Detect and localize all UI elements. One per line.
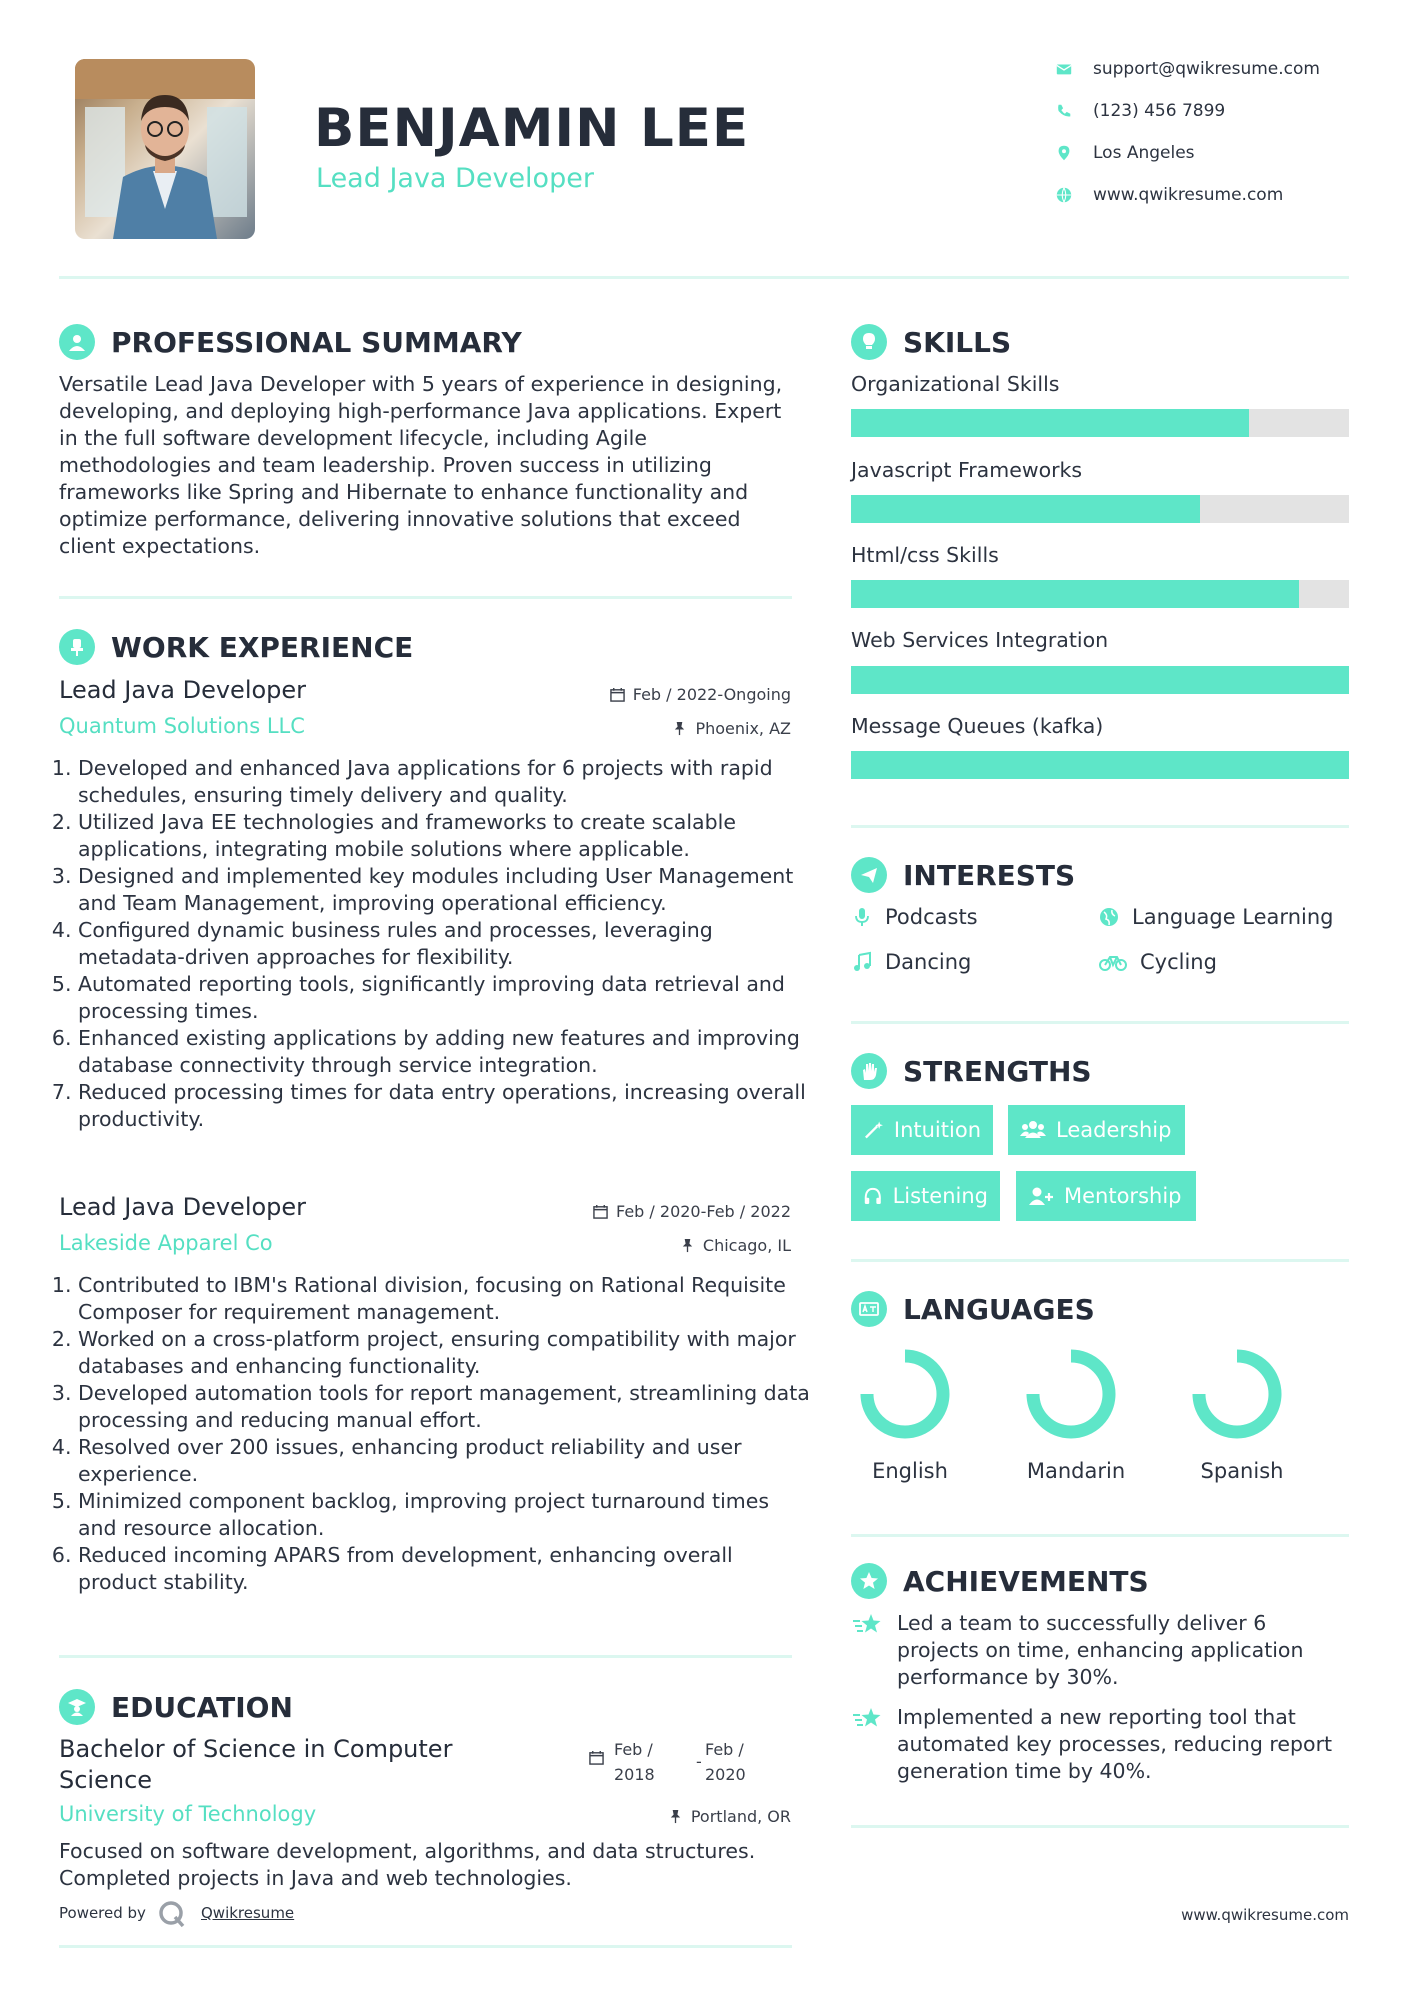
education-location-text: Portland, OR: [690, 1807, 791, 1826]
degree-line-2: Science: [59, 1766, 153, 1794]
star-badge-icon: [851, 1563, 887, 1599]
list-item: 2. Utilized Java EE technologies and frameworks to create scalable applications, integrating mobile solutions where applicable.: [78, 809, 813, 863]
list-item: 7. Reduced processing times for data entry operations, increasing overall productivity.: [78, 1079, 813, 1133]
languages-heading: [851, 1291, 1095, 1327]
skill-bar: [851, 495, 1349, 523]
education-school: University of Technology: [59, 1802, 317, 1826]
summary-divider: [59, 596, 792, 599]
person-portrait-icon: [75, 59, 255, 239]
globe-icon: [1055, 186, 1073, 204]
education-heading: [59, 1689, 293, 1725]
language-label: Spanish: [1200, 1459, 1284, 1483]
footer-site[interactable]: www.qwikresume.com: [1181, 1906, 1349, 1924]
interest-label: Dancing: [885, 950, 972, 974]
strength-chip-leadership: [1008, 1105, 1185, 1155]
achievement-item: Led a team to successfully deliver 6 projects on time, enhancing application performance by 30%.: [897, 1611, 1304, 1689]
list-item: 3. Developed automation tools for report management, streamlining data processing and reducing manual effort.: [78, 1380, 813, 1434]
end-date-year: 2020: [705, 1765, 746, 1784]
calendar-icon: [593, 1204, 608, 1219]
achievements-heading-text: ACHIEVEMENTS: [903, 1564, 1149, 1598]
interest-dancing: [851, 950, 971, 974]
interests-heading: [851, 857, 1075, 893]
summary-heading: [59, 324, 522, 360]
interest-cycling: [1098, 950, 1217, 974]
skills-divider: [851, 825, 1349, 828]
job-1-location: [672, 719, 791, 738]
skill-label: Html/css Skills: [851, 543, 999, 567]
list-item: 5. Minimized component backlog, improving project turnaround times and resource allocation.: [78, 1488, 813, 1542]
interest-language-learning: [1098, 905, 1333, 929]
powered-by-label: Powered by: [59, 1904, 146, 1922]
degree-line-1: Bachelor of Science in Computer: [59, 1735, 453, 1763]
contact-location: [1055, 143, 1195, 163]
list-item: 3. Designed and implemented key modules including User Management and Team Management, improving operational efficiency.: [78, 863, 813, 917]
language-gauge: [1023, 1346, 1119, 1442]
language-label: English: [872, 1459, 948, 1483]
interest-label: Podcasts: [885, 905, 978, 929]
start-date-month: Feb /: [614, 1740, 653, 1759]
user-plus-icon: [1028, 1185, 1054, 1207]
languages-divider: [851, 1534, 1349, 1537]
job-2-location-text: Chicago, IL: [702, 1236, 791, 1255]
skill-bar-fill: [851, 495, 1200, 523]
skills-heading-text: SKILLS: [903, 325, 1012, 359]
pushpin-icon: [672, 721, 687, 736]
education-end-date: [705, 1737, 746, 1787]
experience-heading-text: WORK EXPERIENCE: [111, 630, 414, 664]
skill-bar: [851, 580, 1349, 608]
skill-bar-fill: [851, 666, 1349, 694]
start-date-year: 2018: [614, 1765, 655, 1784]
candidate-name: BENJAMIN LEE: [314, 98, 750, 159]
end-date-month: Feb /: [705, 1740, 744, 1759]
pushpin-icon: [668, 1809, 683, 1824]
skill-label: Javascript Frameworks: [851, 458, 1083, 482]
contact-phone-text: (123) 456 7899: [1093, 101, 1226, 121]
qwikresume-link[interactable]: Qwikresume: [201, 1904, 295, 1922]
skills-heading: [851, 324, 1011, 360]
hand-icon: [851, 1053, 887, 1089]
list-item: 4. Configured dynamic business rules and processes, leveraging metadata-driven approaches for flexibility.: [78, 917, 813, 971]
language-gauge-arc: [1199, 1356, 1275, 1432]
shooting-star-icon: [851, 1705, 885, 1735]
skill-bar-fill: [851, 751, 1349, 779]
contact-email-text: support@qwikresume.com: [1093, 59, 1320, 79]
calendar-icon: [589, 1750, 604, 1765]
interests-heading-text: INTERESTS: [903, 858, 1076, 892]
job-2-dates: [593, 1202, 791, 1221]
microphone-icon: [851, 906, 873, 928]
job-1-dates: [610, 685, 791, 704]
contact-location-text: Los Angeles: [1093, 143, 1195, 163]
skill-bar: [851, 409, 1349, 437]
education-date-dash: -: [696, 1752, 702, 1771]
globe-icon: [1098, 906, 1120, 928]
strength-label: Mentorship: [1064, 1184, 1182, 1208]
education-degree: [59, 1734, 452, 1796]
list-item: 1. Contributed to IBM's Rational division, focusing on Rational Requisite Composer for requirement management.: [78, 1272, 813, 1326]
job-2-company: Lakeside Apparel Co: [59, 1231, 273, 1255]
skill-bar: [851, 751, 1349, 779]
contact-phone[interactable]: [1055, 101, 1225, 121]
skill-label: Organizational Skills: [851, 372, 1060, 396]
education-location: [668, 1807, 791, 1826]
skill-bar-fill: [851, 580, 1299, 608]
experience-heading: [59, 629, 413, 665]
chair-icon: [59, 629, 95, 665]
job-2-title: Lead Java Developer: [59, 1193, 307, 1221]
contact-website-text: www.qwikresume.com: [1093, 185, 1284, 205]
contact-website[interactable]: [1055, 185, 1283, 205]
list-item: 6. Reduced incoming APARS from development, enhancing overall product stability.: [78, 1542, 813, 1596]
achievements-heading: [851, 1563, 1149, 1599]
calendar-icon: [610, 687, 625, 702]
languages-heading-text: LANGUAGES: [903, 1292, 1095, 1326]
job-1-company: Quantum Solutions LLC: [59, 714, 305, 738]
job-2-bullets: [59, 1272, 813, 1596]
users-icon: [1020, 1119, 1046, 1141]
list-item: 2. Worked on a cross-platform project, ensuring compatibility with major databases and enhancing functionality.: [78, 1326, 813, 1380]
contact-email[interactable]: [1055, 59, 1320, 79]
strengths-divider: [851, 1259, 1349, 1262]
lightbulb-icon: [851, 324, 887, 360]
language-label: Mandarin: [1026, 1459, 1126, 1483]
job-2-location: [680, 1236, 791, 1255]
header-divider: [59, 276, 1349, 279]
user-icon: [59, 324, 95, 360]
summary-text: Versatile Lead Java Developer with 5 years of experience in designing, developing, and deploying high-performance Java applications. Expert in the full software development lifecycle, including Agile methodologies and team leadership. Proven success in utilizing frameworks like Spring and Hibernate to enhance functionality and optimize performance, delivering innovative solutions that exceed client expectations.: [59, 372, 783, 558]
strength-chip-mentorship: [1016, 1171, 1196, 1221]
skill-label: Message Queues (kafka): [851, 714, 1104, 738]
bicycle-icon: [1098, 951, 1128, 973]
strength-chip-listening: [851, 1171, 1000, 1221]
list-item: 6. Enhanced existing applications by adding new features and improving database connectivity through service integration.: [78, 1025, 813, 1079]
education-heading-text: EDUCATION: [111, 1690, 293, 1724]
phone-icon: [1055, 102, 1073, 120]
language-gauge: [1189, 1346, 1285, 1442]
education-start-date: [614, 1737, 655, 1787]
job-2-dates-text: Feb / 2020-Feb / 2022: [616, 1202, 791, 1221]
music-note-icon: [851, 951, 873, 973]
candidate-role: Lead Java Developer: [316, 163, 594, 194]
strengths-heading: [851, 1053, 1092, 1089]
achievements-divider: [851, 1825, 1349, 1828]
paper-plane-icon: [851, 857, 887, 893]
strength-label: Listening: [892, 1184, 988, 1208]
profile-photo: [75, 59, 255, 239]
interest-label: Cycling: [1140, 950, 1217, 974]
experience-divider: [59, 1655, 792, 1658]
skill-bar-fill: [851, 409, 1249, 437]
summary-heading-text: PROFESSIONAL SUMMARY: [111, 325, 522, 359]
shooting-star-icon: [851, 1611, 885, 1641]
language-gauge-arc: [867, 1356, 943, 1432]
skill-bar: [851, 666, 1349, 694]
envelope-icon: [1055, 60, 1073, 78]
job-1-dates-text: Feb / 2022-Ongoing: [632, 685, 791, 704]
language-icon: [851, 1291, 887, 1327]
list-item: 4. Resolved over 200 issues, enhancing product reliability and user experience.: [78, 1434, 813, 1488]
job-1-title: Lead Java Developer: [59, 676, 307, 704]
achievement-item: Implemented a new reporting tool that automated key processes, reducing report generation time by 40%.: [897, 1705, 1333, 1783]
job-1-location-text: Phoenix, AZ: [695, 719, 791, 738]
strength-chip-intuition: [851, 1105, 993, 1155]
strength-label: Intuition: [893, 1118, 981, 1142]
interest-label: Language Learning: [1132, 905, 1334, 929]
map-pin-icon: [1055, 144, 1073, 162]
strength-label: Leadership: [1056, 1118, 1172, 1142]
language-gauge-arc: [1033, 1356, 1109, 1432]
pushpin-icon: [680, 1238, 695, 1253]
job-1-bullets: [59, 755, 813, 1133]
headphones-icon: [863, 1185, 883, 1207]
skill-label: Web Services Integration: [851, 628, 1109, 652]
language-gauge: [857, 1346, 953, 1442]
strengths-heading-text: STRENGTHS: [903, 1054, 1092, 1088]
graduate-icon: [59, 1689, 95, 1725]
list-item: 1. Developed and enhanced Java applications for 6 projects with rapid schedules, ensuring timely delivery and quality.: [78, 755, 813, 809]
education-description: Focused on software development, algorithms, and data structures. Completed projects in Java and web technologies.: [59, 1839, 756, 1890]
interests-divider: [851, 1021, 1349, 1024]
interest-podcasts: [851, 905, 978, 929]
qwikresume-logo-icon: [157, 1899, 187, 1929]
magic-wand-icon: [863, 1119, 884, 1141]
list-item: 5. Automated reporting tools, significantly improving data retrieval and processing times.: [78, 971, 813, 1025]
education-divider: [59, 1945, 792, 1948]
